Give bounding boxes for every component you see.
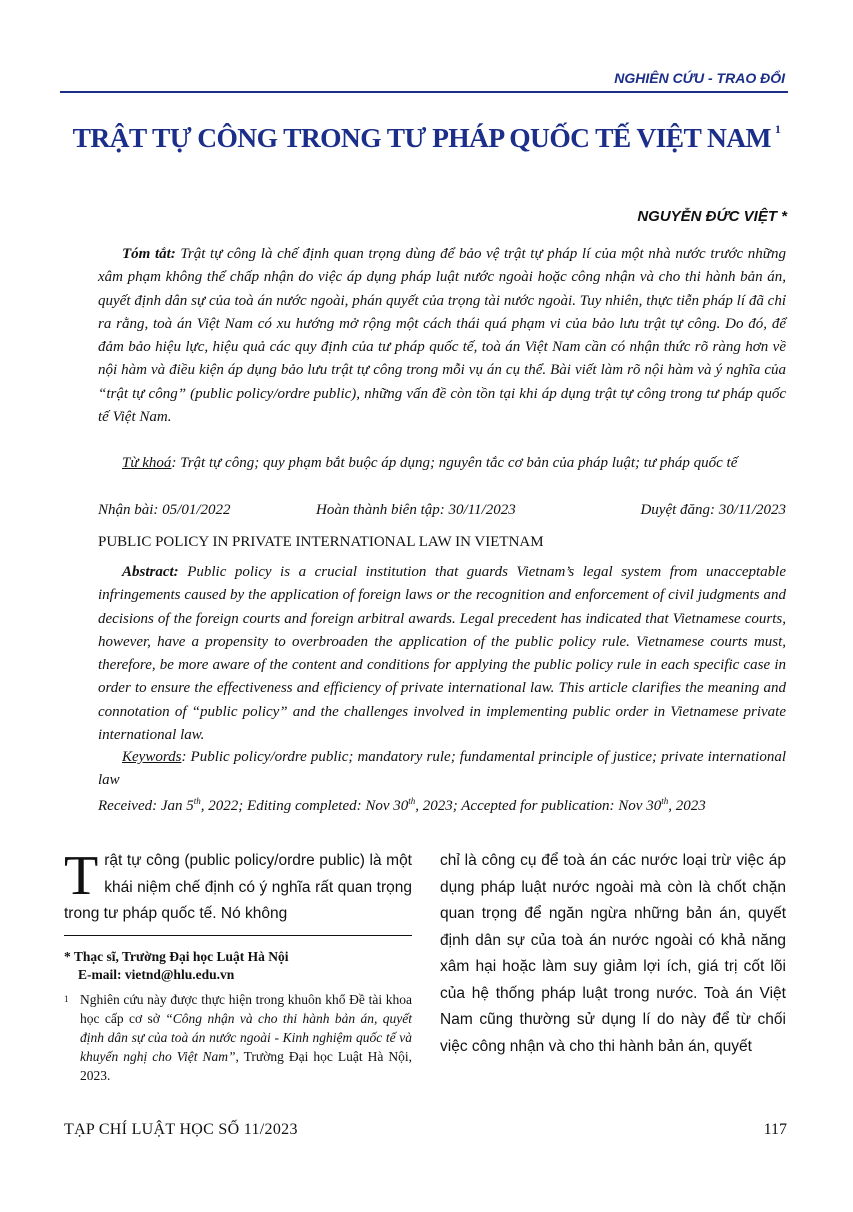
received-date-vi: Nhận bài: 05/01/2022 bbox=[98, 502, 231, 518]
received-en-sup: th bbox=[193, 796, 201, 806]
journal-footer: TẠP CHÍ LUẬT HỌC SỐ 11/2023 bbox=[64, 1121, 298, 1138]
keywords-en bbox=[98, 746, 786, 793]
title-footnote-mark: 1 bbox=[774, 122, 781, 136]
article-title bbox=[0, 122, 853, 154]
abstract-en-label: Abstract: bbox=[122, 564, 179, 580]
body-column-left bbox=[64, 845, 412, 928]
keywords-vi-label: Từ khoá bbox=[122, 455, 172, 471]
abstract-en-text: Public policy is a crucial institution that guards Vietnam’s legal system from unacceptable infringements caused by the application of foreign laws or the recognition and enforcement of civil judgments and decisions of the foreign courts and foreign arbitral awards. Legal precedent has indicated that Vietnamese courts, however, have a propensity to overbroaden the application of the public policy rule. Vietnamese courts must, therefore, be more aware of the content and conditions for applying the public policy rule in each specific case in order to ensure the effectiveness and efficiency of private international law. This article clarifies the meaning and connotation of “public policy” and the challenges involved in implementing public order in Vietnamese private international law. bbox=[98, 564, 787, 744]
dates-en bbox=[98, 796, 706, 815]
author-name: NGUYỄN ĐỨC VIỆT * bbox=[637, 208, 787, 225]
page-number: 117 bbox=[763, 1121, 787, 1138]
footnote-author-affiliation: * Thạc sĩ, Trường Đại học Luật Hà Nội bbox=[64, 949, 289, 964]
footnote-1 bbox=[64, 990, 412, 1085]
received-en: Received: Jan 5 bbox=[98, 798, 194, 814]
abstract-vi-text: Trật tự công là chế định quan trọng dùng để bảo vệ trật tự pháp lí của một nhà nước trước những xâm phạm không thể chấp nhận do việc áp dụng pháp luật nước ngoài hoặc công nhận và cho thi hành bản án, quyết định dân sự của toà án nước ngoài, phán quyết của trọng tài nước ngoài. Tuy nhiên, thực tiễn pháp lí đã chỉ ra rằng, toà án Việt Nam có xu hướng mở rộng một cách thái quá phạm vi của bảo lưu trật tự công. Do đó, để đảm bảo hiệu lực, hiệu quả các quy định của tư pháp quốc tế, toà án Việt Nam cần có nhận thức rõ ràng hơn về nội hàm và điều kiện áp dụng bảo lưu trật tự công trong mỗi vụ án cụ thể. Bài viết làm rõ nội hàm và ý nghĩa của “trật tự công” (public policy/ordre public), những vấn đề còn tồn tại khi áp dụng trật tự công trong tư pháp quốc tế Việt Nam. bbox=[98, 246, 786, 426]
footnote-1-project-title: “Công nhận và cho thi hành bản án, quyết định dân sự của toà án nước ngoài - Kinh nghiệm quốc tế và khuyến nghị cho Việt Nam” bbox=[80, 1011, 412, 1064]
keywords-vi bbox=[98, 452, 786, 475]
footnote-1-number: 1 bbox=[64, 994, 69, 1004]
abstract-en bbox=[98, 561, 786, 747]
accepted-en-sup: th bbox=[661, 796, 669, 806]
abstract-vi bbox=[98, 243, 786, 429]
accepted-en-year: , 2023 bbox=[668, 798, 706, 814]
english-title: PUBLIC POLICY IN PRIVATE INTERNATIONAL LAW IN VIETNAM bbox=[98, 534, 544, 550]
edited-en: , 2022; Editing completed: Nov 30 bbox=[200, 798, 409, 814]
footnote-author-email: E-mail: vietnd@hlu.edu.vn bbox=[78, 967, 235, 982]
accepted-date-vi: Duyệt đăng: 30/11/2023 bbox=[640, 502, 786, 518]
footnote-1-body bbox=[64, 990, 412, 1085]
footnote-author bbox=[64, 948, 412, 984]
edited-en-sup: th bbox=[408, 796, 416, 806]
header-divider bbox=[60, 91, 788, 93]
footnote-1-source: , Trường Đại học Luật Hà Nội, 2023. bbox=[80, 1049, 412, 1083]
keywords-vi-text: : Trật tự công; quy phạm bắt buộc áp dụng; nguyên tắc cơ bản của pháp luật; tư pháp quốc tế bbox=[171, 455, 738, 471]
keywords-en-label: Keywords bbox=[122, 749, 182, 765]
article-title-text: TRẬT TỰ CÔNG TRONG TƯ PHÁP QUỐC TẾ VIỆT NAM bbox=[72, 122, 771, 153]
footnote-1-text: Nghiên cứu này được thực hiện trong khuôn khổ Đề tài khoa học cấp cơ sở bbox=[80, 992, 412, 1026]
footnote-divider bbox=[64, 935, 412, 936]
body-left-text: rật tự công (public policy/ordre public) là một khái niệm chế định có ý nghĩa rất quan trọng trong tư pháp quốc tế. Nó không bbox=[64, 852, 412, 922]
accepted-en: , 2023; Accepted for publication: Nov 30 bbox=[415, 798, 662, 814]
keywords-en-text: : Public policy/ordre public; mandatory rule; fundamental principle of justice; private international law bbox=[98, 749, 786, 789]
drop-cap: T bbox=[64, 845, 99, 907]
abstract-vi-label: Tóm tắt: bbox=[122, 246, 176, 262]
section-label: NGHIÊN CỨU - TRAO ĐỔI bbox=[614, 70, 785, 86]
body-column-right: chỉ là công cụ để toà án các nước loại trừ việc áp dụng pháp luật nước ngoài mà còn là chốt chặn quan trọng để ngăn ngừa những bản án, quyết định dân sự của toà án nước ngoài có khả năng xâm hại hoặc làm suy giảm lợi ích, giá trị cốt lõi của hệ thống pháp luật trong nước. Toà án Việt Nam cũng thường sử dụng lí do này để từ chối việc công nhận và cho thi hành bản án, quyết bbox=[440, 852, 786, 1055]
edited-date-vi: Hoàn thành biên tập: 30/11/2023 bbox=[316, 502, 516, 518]
